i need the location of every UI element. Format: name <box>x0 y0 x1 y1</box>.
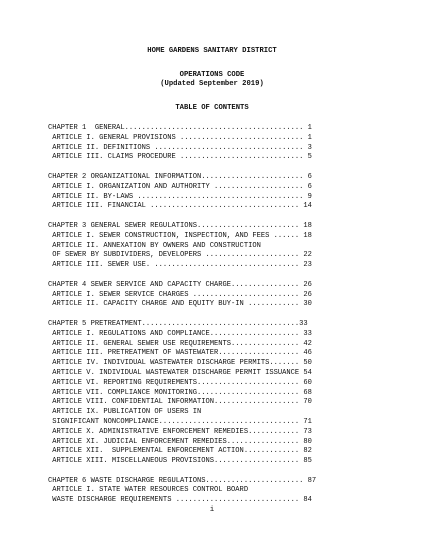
toc-article-line: ARTICLE II. BY-LAWS ....................................... 9 <box>48 192 312 201</box>
toc-spacer <box>48 467 378 477</box>
toc-spacer <box>48 310 378 320</box>
toc-article-line: ARTICLE I. GENERAL PROVISIONS ............................. 1 <box>48 133 312 142</box>
toc-article-line: ARTICLE III. CLAIMS PROCEDURE ............................. 5 <box>48 153 312 162</box>
toc-article-line: ARTICLE X. ADMINISTRATIVE ENFORCEMENT REMEDIES............ 73 <box>48 427 312 436</box>
toc-chapter-line: CHAPTER 6 WASTE DISCHARGE REGULATIONS....................... 87 <box>48 476 317 485</box>
toc-article-line: ARTICLE II. DEFINITIONS ................................... 3 <box>48 143 312 152</box>
toc-chapter-line: CHAPTER 1 GENERAL.......................................... 1 <box>48 124 312 132</box>
toc-chapter-line: CHAPTER 2 ORGANIZATIONAL INFORMATION........................ 6 <box>48 172 312 181</box>
toc-article-line: SIGNIFICANT NONCOMPLIANCE................................. 71 <box>48 417 312 426</box>
toc-article-line: ARTICLE III. FINANCIAL ................................... 14 <box>48 202 312 211</box>
toc-chapter-line: CHAPTER 5 PRETREATMENT.....................................33 <box>48 319 308 328</box>
toc-article-line: ARTICLE IX. PUBLICATION OF USERS IN <box>48 408 202 417</box>
toc-article-line: ARTICLE V. INDIVIDUAL WASTEWATER DISCHARGE PERMIT ISSUANCE 54 <box>48 368 312 377</box>
toc-article-line: ARTICLE IV. INDIVIDUAL WASTEWATER DISCHARGE PERMITS....... 50 <box>48 359 312 368</box>
toc-chapter-line: CHAPTER 3 GENERAL SEWER REGULATIONS........................ 18 <box>48 221 312 230</box>
toc-article-line: ARTICLE XIII. MISCELLANEOUS PROVISIONS.................... 85 <box>48 457 312 466</box>
toc-article-line: ARTICLE VIII. CONFIDENTIAL INFORMATION.................... 70 <box>48 398 312 407</box>
toc-article-line: ARTICLE I. ORGANIZATION AND AUTHORITY ..................... 6 <box>48 182 312 191</box>
toc-article-line: ARTICLE VII. COMPLIANCE MONITORING........................ 68 <box>48 388 312 397</box>
toc-article-line: ARTICLE II. CAPACITY CHARGE AND EQUITY BUY-IN ............ 30 <box>48 300 312 309</box>
toc-article-line: ARTICLE XI. JUDICIAL ENFORCEMENT REMEDIES................. 80 <box>48 437 312 446</box>
toc-heading: TABLE OF CONTENTS <box>175 104 249 112</box>
toc-article-line: OF SEWER BY SUBDIVIDERS, DEVELOPERS ...................... 22 <box>48 251 312 260</box>
toc-article-line: ARTICLE II. GENERAL SEWER USE REQUIREMENTS................ 42 <box>48 339 312 348</box>
toc-article-line: ARTICLE I. SEWER CONSTRUCTION, INSPECTION, AND FEES ...... 18 <box>48 231 312 240</box>
toc-article-line: ARTICLE I. SEWER SERVICE CHARGES ......................... 26 <box>48 290 312 299</box>
toc-chapter-line: CHAPTER 4 SEWER SERVICE AND CAPACITY CHARGE................ 26 <box>48 280 312 289</box>
toc-article-line: ARTICLE VI. REPORTING REQUIREMENTS........................ 60 <box>48 378 312 387</box>
code-title: OPERATIONS CODE <box>179 71 245 79</box>
toc-spacer <box>48 271 378 281</box>
page-number: i <box>209 506 215 514</box>
toc-spacer <box>48 163 378 173</box>
toc-article-line: WASTE DISCHARGE REQUIREMENTS ............................. 84 <box>48 496 312 505</box>
toc-article-line: ARTICLE I. STATE WATER RESOURCES CONTROL BOARD <box>48 486 249 495</box>
toc-article-line: ARTICLE III. PRETREATMENT OF WASTEWATER................... 46 <box>48 349 312 358</box>
district-title: HOME GARDENS SANITARY DISTRICT <box>147 47 277 55</box>
table-of-contents <box>48 124 378 506</box>
updated-date: (Updated September 2019) <box>160 80 264 88</box>
toc-article-line: ARTICLE II. ANNEXATION BY OWNERS AND CONSTRUCTION <box>48 241 261 250</box>
toc-article-line: ARTICLE XII. SUPPLEMENTAL ENFORCEMENT ACTION............. 82 <box>48 447 312 456</box>
toc-spacer <box>48 212 378 222</box>
toc-article-line: ARTICLE III. SEWER USE. .................................. 23 <box>48 261 312 270</box>
toc-article-line: ARTICLE I. REGULATIONS AND COMPLIANCE..................... 33 <box>48 329 312 338</box>
